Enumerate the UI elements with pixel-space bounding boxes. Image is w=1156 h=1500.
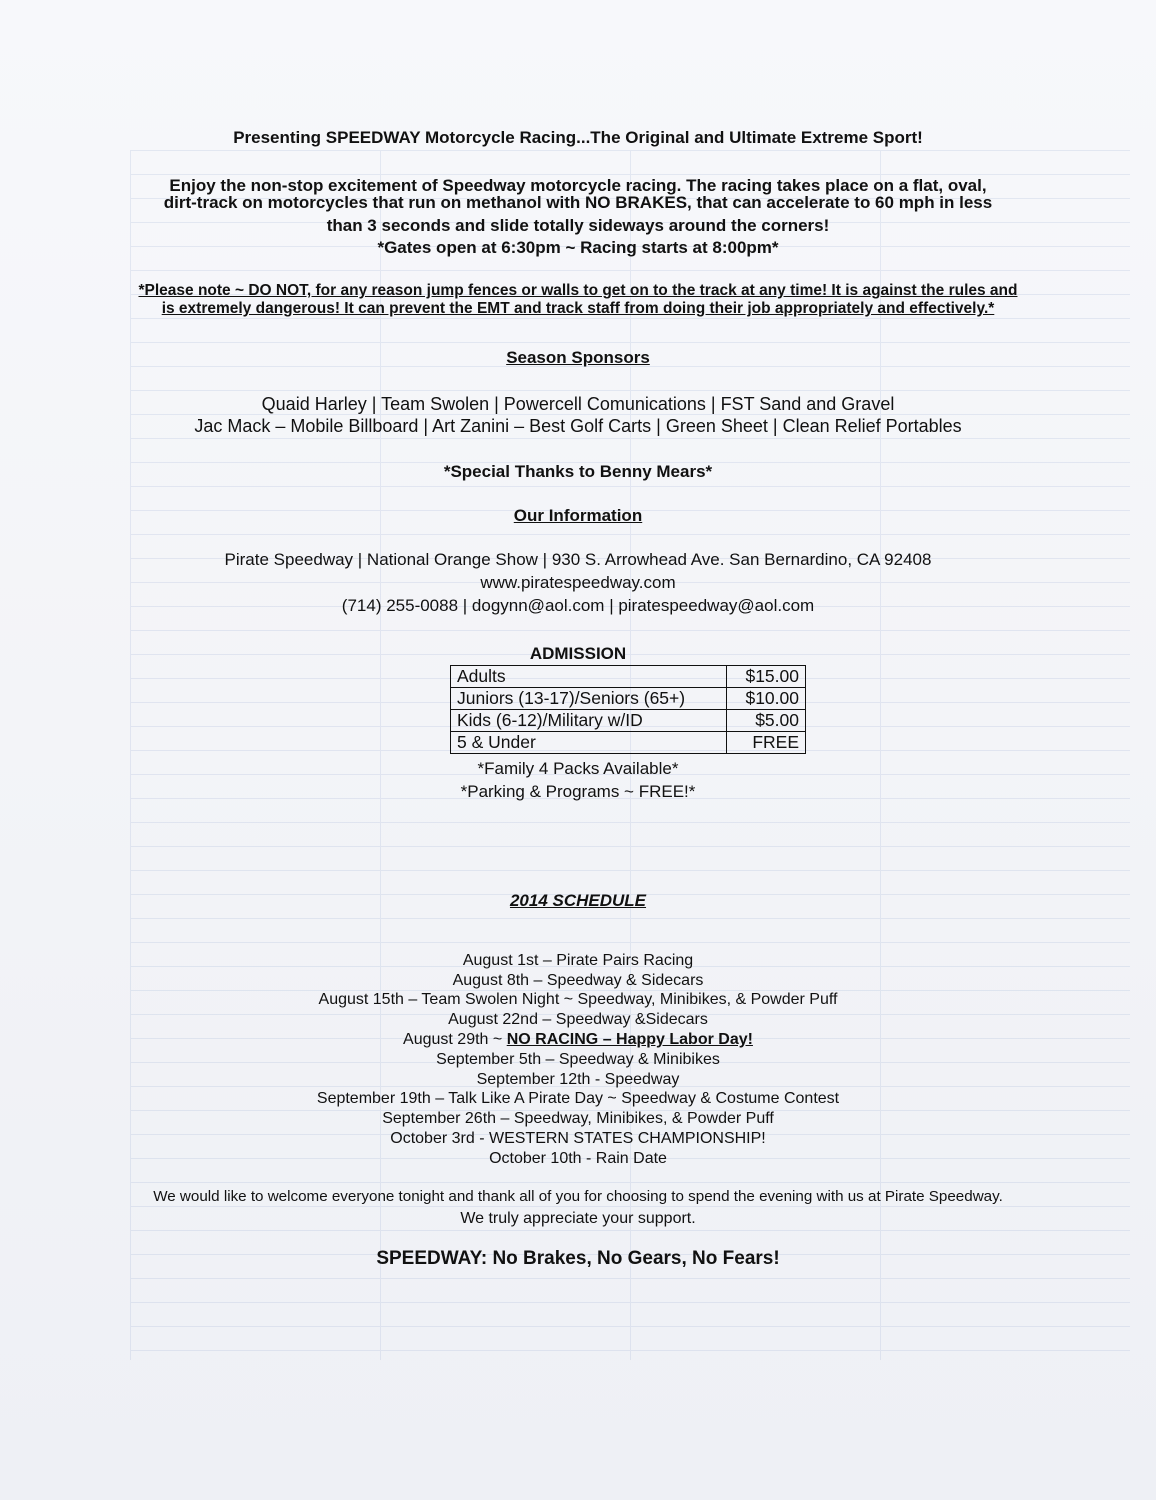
info-heading: Our Information [513,506,643,525]
admission-note-2: *Parking & Programs ~ FREE!* [460,782,696,801]
admission-label: 5 & Under [451,732,727,754]
admission-price: $10.00 [727,688,806,710]
flyer-title: Presenting SPEEDWAY Motorcycle Racing...The Original and Ultimate Extreme Sport! [233,128,923,147]
intro-line-1: Enjoy the non-stop excitement of Speedway motorcycle racing. The racing takes place on a flat, oval, [169,176,987,195]
schedule-item: October 10th - Rain Date [489,1150,667,1167]
show-through-grid [130,150,1130,1360]
schedule-heading: 2014 SCHEDULE [509,891,647,910]
schedule-item: September 5th – Speedway & Minibikes [436,1051,720,1068]
schedule-item: August 8th – Speedway & Sidecars [452,972,704,989]
schedule-item: August 1st – Pirate Pairs Racing [462,952,694,969]
special-thanks: *Special Thanks to Benny Mears* [443,462,713,481]
schedule-item: August 15th – Team Swolen Night ~ Speedway, Minibikes, & Powder Puff [318,991,838,1008]
table-row [451,710,806,732]
table-row [451,666,806,688]
admission-price: FREE [727,732,806,754]
intro-line-2: dirt-track on motorcycles that run on methanol with NO BRAKES, that can accelerate to 60 mph in less [163,193,993,212]
sponsors-line-1: Quaid Harley | Team Swolen | Powercell Comunications | FST Sand and Gravel [261,394,895,414]
admission-heading: ADMISSION [529,644,627,663]
admission-label: Adults [451,666,727,688]
show-through-heading [620,62,632,112]
schedule-item-date: August 29th ~ [403,1031,503,1048]
schedule-item: September 19th – Talk Like A Pirate Day ~ Speedway & Costume Contest [316,1090,840,1107]
schedule-item: August 22nd – Speedway &Sidecars [448,1011,708,1028]
table-row [451,732,806,754]
info-address: Pirate Speedway | National Orange Show | 930 S. Arrowhead Ave. San Bernardino, CA 92408 [224,550,932,569]
no-racing-highlight: NO RACING – Happy Labor Day! [506,1031,753,1048]
admission-note-1: *Family 4 Packs Available* [477,759,679,778]
table-row [451,688,806,710]
admission-label: Kids (6-12)/Military w/ID [451,710,727,732]
schedule-item-labor-day [0,1031,1156,1049]
schedule-item: October 3rd - WESTERN STATES CHAMPIONSHIP! [390,1130,766,1147]
sponsors-heading: Season Sponsors [506,348,650,367]
closing-slogan: SPEEDWAY: No Brakes, No Gears, No Fears! [376,1248,780,1269]
admission-label: Juniors (13-17)/Seniors (65+) [451,688,727,710]
closing-line-2: We truly appreciate your support. [460,1210,696,1227]
schedule-item: September 12th - Speedway [476,1071,680,1088]
admission-price: $5.00 [727,710,806,732]
info-contact: (714) 255-0088 | dogynn@aol.com | piratespeedway@aol.com [341,596,815,615]
notice-line-1: *Please note ~ DO NOT, for any reason jump fences or walls to get on to the track at any time! It is against the rules and [138,282,1018,299]
admission-price: $15.00 [727,666,806,688]
notice-line-2: is extremely dangerous! It can prevent the EMT and track staff from doing their job appropriately and effectively.* [161,300,995,317]
info-website: www.piratespeedway.com [480,573,676,592]
schedule-item: September 26th – Speedway, Minibikes, & Powder Puff [382,1110,774,1127]
admission-table [450,665,806,754]
closing-line-1: We would like to welcome everyone tonight and thank all of you for choosing to spend the evening with us at Pirate Speedway. [153,1188,1003,1205]
gates-time: *Gates open at 6:30pm ~ Racing starts at 8:00pm* [377,238,779,257]
intro-line-3: than 3 seconds and slide totally sideways around the corners! [326,216,830,235]
sponsors-line-2: Jac Mack – Mobile Billboard | Art Zanini – Best Golf Carts | Green Sheet | Clean Relief Portables [194,416,962,436]
